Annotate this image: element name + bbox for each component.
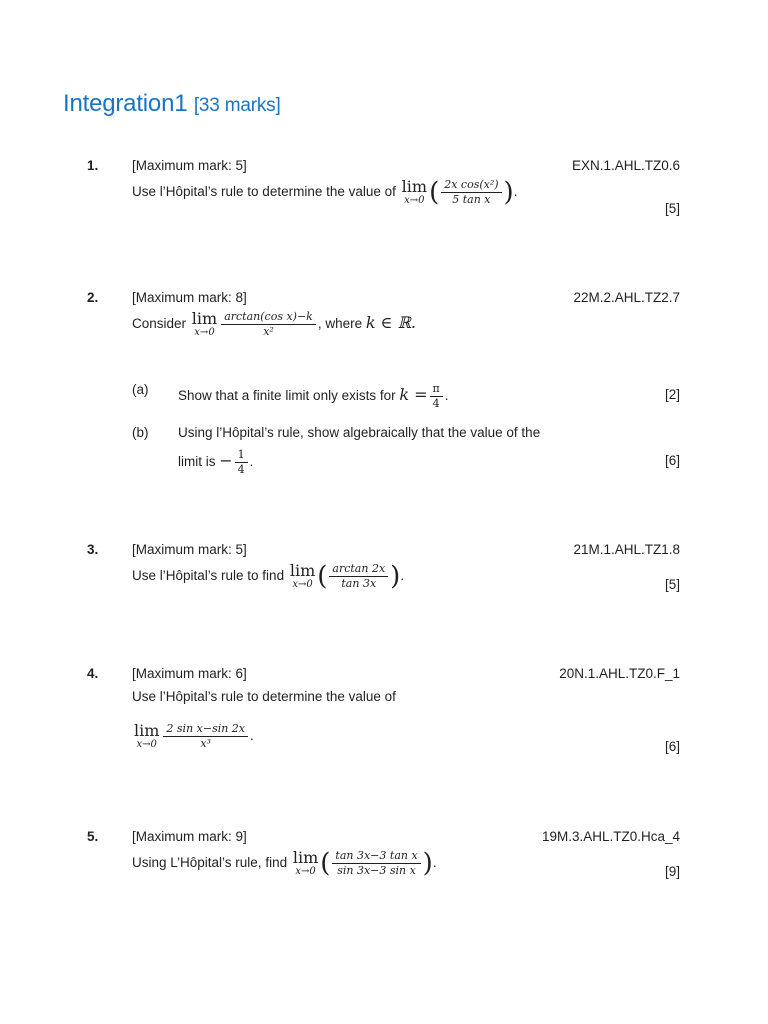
max-mark: [Maximum mark: 5] [132, 158, 247, 173]
question-reference: EXN.1.AHL.TZ0.6 [571, 158, 680, 173]
title-text: Integration1 [63, 90, 188, 117]
question-marks: [9] [664, 864, 680, 879]
max-mark: [Maximum mark: 9] [132, 829, 247, 844]
max-mark: [Maximum mark: 5] [132, 542, 247, 557]
question-marks: [5] [664, 201, 680, 216]
question-number: 3. [87, 542, 99, 557]
fraction: $\frac{\arctan 2x}{\tan 3x}$ [329, 562, 388, 591]
limit-expression: lim x→0 [289, 560, 316, 590]
part-text-continued: limit is − $\frac{1}{4}$ . [178, 448, 254, 476]
limit-expression: lim x→0 [134, 720, 160, 750]
limit-expression: lim x→0 [191, 308, 218, 338]
part-label: (b) [132, 425, 149, 440]
part-marks: [6] [664, 453, 680, 468]
max-mark: [Maximum mark: 8] [132, 290, 247, 305]
question-number: 4. [87, 666, 99, 681]
question-number: 1. [87, 158, 99, 173]
question-text: Use l’Hôpital’s rule to determine the value of lim x→0 ( $\frac{\text{2x cos(x²)}}{\text{5 tan x}}$ ). [132, 176, 518, 208]
question-text: Using L’Hôpital’s rule, find lim x→0 ( $\frac{\text{tan 3x−3 tan x}}{\text{sin 3x−3 sin x}}$ ). [132, 847, 437, 879]
question-text: Use l’Hôpital’s rule to find lim x→0 ( $\frac{\arctan 2x}{\tan 3x}$ ). [132, 560, 405, 592]
question-number: 2. [87, 290, 99, 305]
question-text: Consider lim x→0 $\frac{\text{arctan(cos x)−k}}{\text{x²}}$ , where k ∈ ℝ. [132, 308, 416, 338]
question-reference: 19M.3.AHL.TZ0.Hca_4 [541, 829, 680, 844]
question-reference: 22M.2.AHL.TZ2.7 [573, 290, 680, 305]
fraction: $\frac{\text{2x cos(x²)}}{\text{5 tan x}}$ [441, 178, 501, 207]
question-marks: [6] [664, 739, 680, 754]
part-text: Show that a finite limit only exists for k = $\frac{\pi}{4}$ . [178, 382, 449, 410]
page-title [63, 90, 281, 118]
limit-line: lim x→0 $\frac{\text{2 sin x−sin 2x}}{\text{x³}}$ . [134, 720, 254, 750]
max-mark: [Maximum mark: 6] [132, 666, 247, 681]
question-marks: [5] [664, 577, 680, 592]
fraction: $\frac{\text{arctan(cos x)−k}}{\text{x²}}$ [221, 310, 316, 339]
question-text: Use l’Hôpital’s rule to determine the value of [132, 689, 396, 704]
condition: k ∈ ℝ. [365, 313, 416, 333]
limit-expression: lim x→0 [292, 847, 319, 877]
question-reference: 20N.1.AHL.TZ0.F_1 [559, 666, 680, 681]
question-number: 5. [87, 829, 99, 844]
fraction: $\frac{\text{tan 3x−3 tan x}}{\text{sin 3x−3 sin x}}$ [332, 849, 420, 878]
question-reference: 21M.1.AHL.TZ1.8 [573, 542, 680, 557]
part-marks: [2] [664, 387, 680, 402]
part-label: (a) [132, 382, 149, 397]
part-text: Using l’Hôpital’s rule, show algebraically that the value of the [178, 425, 541, 440]
total-marks: [33 marks] [193, 95, 281, 116]
limit-expression: lim x→0 [401, 176, 428, 206]
fraction: $\frac{\text{2 sin x−sin 2x}}{\text{x³}}$ [163, 722, 248, 751]
